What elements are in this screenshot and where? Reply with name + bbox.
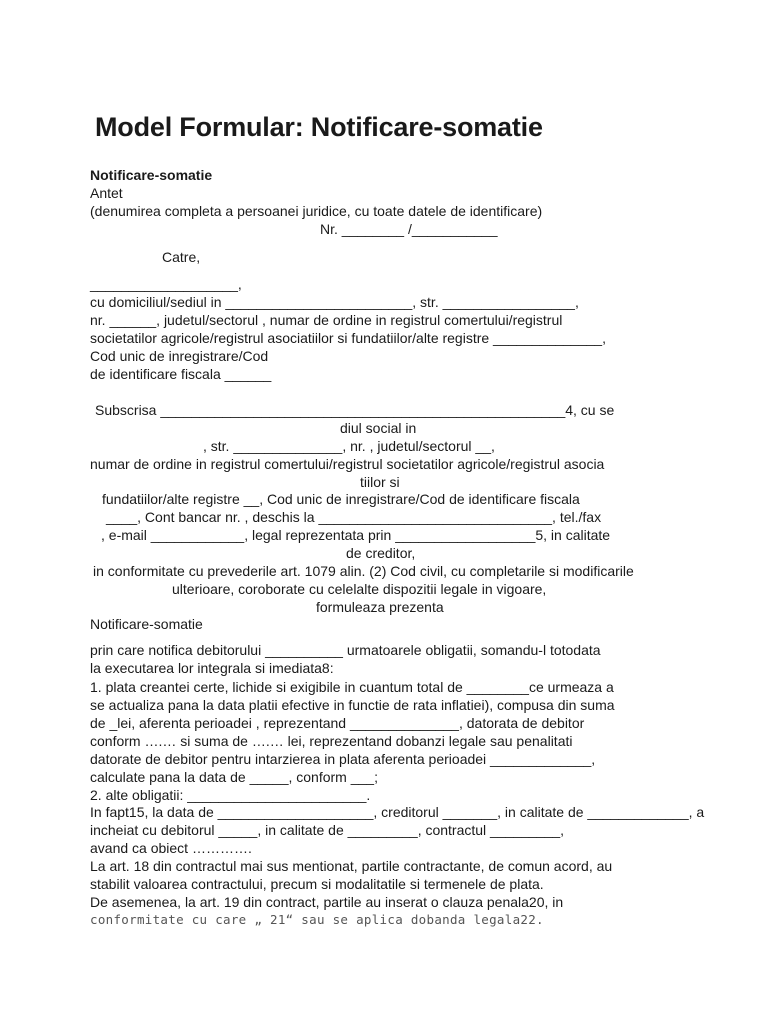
document-title: Model Formular: Notificare-somatie xyxy=(95,112,543,142)
body-line: De asemenea, la art. 19 din contract, partile au inserat o clauza penala20, in xyxy=(90,894,564,910)
creditor-line-4: numar de ordine in registrul comertului/registrul societatilor agricole/registrul asocia xyxy=(90,456,605,472)
recipient-fiscal-line: de identificare fiscala ______ xyxy=(90,366,272,382)
body-line: La art. 18 din contractul mai sus mentionat, partile contractante, de comun acord, au xyxy=(90,858,613,874)
body-line: incheiat cu debitorul _____, in calitate de _________, contractul _________, xyxy=(90,822,565,838)
body-line: datorate de debitor pentru intarzierea in plata aferenta perioadei _____________, xyxy=(90,751,596,767)
recipient-label: Catre, xyxy=(162,249,201,265)
recipient-name-blank: ___________________, xyxy=(90,276,242,292)
section-heading: Notificare-somatie xyxy=(90,167,213,183)
body-line: conformitate cu care „ 21“ sau se aplica dobanda legala22. xyxy=(90,912,544,927)
body-line: la executarea lor integrala si imediata8: xyxy=(90,660,334,676)
recipient-registry-line-2: societatilor agricole/registrul asociatiilor si fundatiilor/alte registre ______________, xyxy=(90,330,606,346)
recipient-cui-line: Cod unic de inregistrare/Cod xyxy=(90,348,269,364)
facts-line: In fapt15, la data de ____________________, creditorul _______, in calitate de _____________, a xyxy=(90,804,705,820)
creditor-line-5: tiilor si xyxy=(360,474,400,490)
body-line: avand ca obiect …………. xyxy=(90,840,252,856)
creditor-line-8: , e-mail ____________, legal reprezentata prin __________________5, in calitate xyxy=(101,527,611,543)
legal-basis-line: in conformitate cu prevederile art. 1079 alin. (2) Cod civil, cu completarile si modificarile xyxy=(93,563,634,579)
creditor-line-3: , str. ______________, nr. , judetul/sectorul __, xyxy=(203,438,495,454)
creditor-line-7: ____, Cont bancar nr. , deschis la ______________________________, tel./fax xyxy=(106,509,602,525)
body-line: stabilit valoarea contractului, precum si modalitatile si termenele de plata. xyxy=(90,876,544,892)
body-line: se actualiza pana la data platii efective in functie de rata inflatiei), compusa din suma xyxy=(90,697,615,713)
recipient-address-line: cu domiciliul/sediul in ________________________, str. _________________, xyxy=(90,294,579,310)
antet-label: Antet xyxy=(90,185,123,201)
creditor-line-6: fundatiilor/alte registre __, Cod unic de inregistrare/Cod de identificare fiscala xyxy=(102,491,580,507)
notice-heading: Notificare-somatie xyxy=(90,616,203,632)
recipient-registry-line: nr. ______, judetul/sectorul , numar de ordine in registrul comertului/registrul xyxy=(90,312,563,328)
body-line: de _lei, aferenta perioadei , reprezentand ______________, datorata de debitor xyxy=(90,715,585,731)
document-number-line: Nr. ________ /___________ xyxy=(320,221,498,237)
creditor-line-1: Subscrisa ____________________________________________________4, cu se xyxy=(95,402,615,418)
antet-description: (denumirea completa a persoanei juridice, cu toate datele de identificare) xyxy=(90,203,543,219)
formulation-line: formuleaza prezenta xyxy=(316,599,444,615)
body-line: conform ….… si suma de ….… lei, reprezentand dobanzi legale sau penalitati xyxy=(90,733,573,749)
obligation-2-line: 2. alte obligatii: _______________________. xyxy=(90,787,371,803)
obligation-1-line: 1. plata creantei certe, lichide si exigibile in cuantum total de ________ce urmeaza a xyxy=(90,679,614,695)
creditor-line-9: de creditor, xyxy=(346,545,416,561)
creditor-line-2: diul social in xyxy=(340,420,417,436)
legal-basis-line-2: ulterioare, coroborate cu celelalte dispozitii legale in vigoare, xyxy=(172,581,547,597)
body-line: calculate pana la data de _____, conform ___; xyxy=(90,769,378,785)
body-line: prin care notifica debitorului __________ urmatoarele obligatii, somandu-l totodata xyxy=(90,642,601,658)
